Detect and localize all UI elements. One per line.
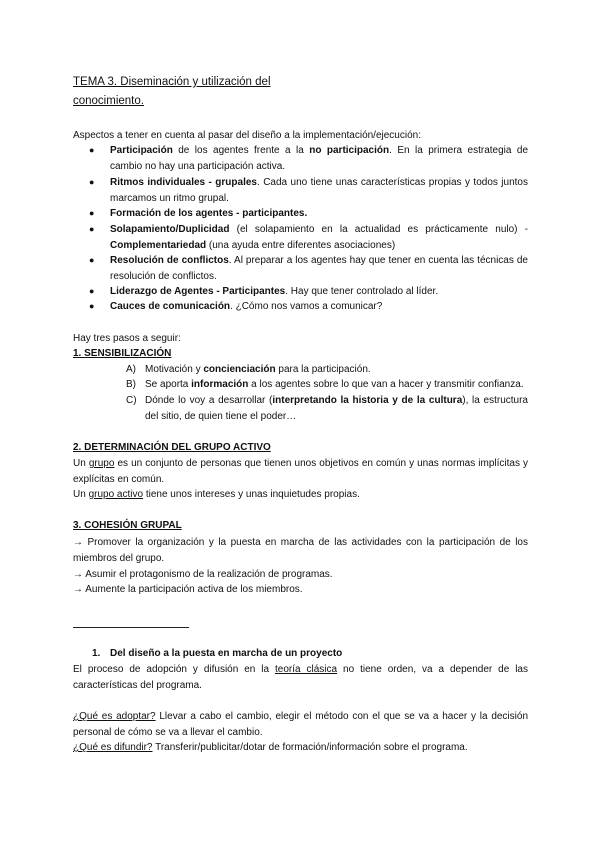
section-4-heading: 1. Del diseño a la puesta en marcha de un proyecto bbox=[92, 648, 343, 659]
bullet-item bbox=[73, 206, 528, 222]
bullet-dot-icon: ● bbox=[89, 224, 95, 234]
section-3-line: → Promover la organización y la puesta en marcha de las actividades con la participación de los miembros del grupo. bbox=[73, 537, 528, 564]
list-item-label: A) bbox=[126, 364, 136, 375]
bullet-item bbox=[73, 253, 528, 284]
bullet-dot-icon: ● bbox=[89, 286, 95, 296]
question-difundir: ¿Qué es difundir? Transferir/publicitar/dotar de formación/información sobre el programa. bbox=[73, 742, 468, 753]
list-item-text: Motivación y concienciación para la participación. bbox=[145, 364, 371, 375]
document-title-line-1: TEMA 3. Diseminación y utilización del bbox=[73, 76, 271, 88]
bullet-text: Liderazgo de Agentes - Participantes. Hay que tener controlado al líder. bbox=[110, 286, 439, 297]
bullet-dot-icon: ● bbox=[89, 177, 95, 187]
bullet-item bbox=[73, 299, 528, 315]
section-4-paragraph: El proceso de adopción y difusión en la teoría clásica no tiene orden, va a depender de las características del programa. bbox=[73, 664, 528, 691]
section-3-line: → Asumir el protagonismo de la realización de programas. bbox=[73, 569, 333, 580]
section-1-heading: 1. SENSIBILIZACIÓN bbox=[73, 348, 172, 359]
document-title-line-2: conocimiento. bbox=[73, 95, 144, 107]
section-2-paragraph-1: Un grupo es un conjunto de personas que tienen unos objetivos en común y unas normas implícitas y explícitas en común. bbox=[73, 458, 528, 485]
steps-intro: Hay tres pasos a seguir: bbox=[73, 333, 181, 344]
bullet-text: Cauces de comunicación. ¿Cómo nos vamos a comunicar? bbox=[110, 301, 383, 312]
section-2-heading: 2. DETERMINACIÓN DEL GRUPO ACTIVO bbox=[73, 442, 271, 453]
section-3-heading: 3. COHESIÓN GRUPAL bbox=[73, 520, 182, 531]
list-item-text: Se aporta información a los agentes sobre lo que van a hacer y transmitir confianza. bbox=[145, 379, 524, 390]
bullet-item bbox=[73, 222, 528, 253]
bullet-text: Participación de los agentes frente a la no participación. En la primera estrategia de cambio no hay una participación activa. bbox=[110, 145, 529, 172]
bullet-dot-icon: ● bbox=[89, 145, 95, 155]
bullet-dot-icon: ● bbox=[89, 255, 95, 265]
list-item-label: B) bbox=[126, 379, 136, 390]
bullet-text: Resolución de conflictos. Al preparar a los agentes hay que tener en cuenta las técnicas de resolución de conflictos. bbox=[110, 255, 528, 282]
bullet-dot-icon: ● bbox=[89, 208, 95, 218]
list-item-label: C) bbox=[126, 395, 137, 406]
list-item-text: Dónde lo voy a desarrollar (interpretando la historia y de la cultura), la estructura del sitio, de quien tiene el poder… bbox=[145, 395, 528, 422]
bullet-item bbox=[73, 175, 528, 206]
bullet-text: Solapamiento/Duplicidad (el solapamiento en la actualidad es prácticamente nulo) - Complementariedad (una ayuda entre diferentes asociaciones) bbox=[110, 224, 528, 251]
list-item bbox=[73, 362, 528, 378]
section-3-line: → Aumente la participación activa de los miembros. bbox=[73, 584, 303, 595]
bullet-item bbox=[73, 143, 528, 174]
section-divider bbox=[73, 627, 189, 628]
question-adoptar: ¿Qué es adoptar? Llevar a cabo el cambio, elegir el método con el que se va a hacer y la decisión personal de cómo se va a llevar el cambio. bbox=[73, 711, 529, 738]
intro-paragraph: Aspectos a tener en cuenta al pasar del diseño a la implementación/ejecución: bbox=[73, 130, 421, 141]
list-item bbox=[73, 393, 528, 424]
bullet-item bbox=[73, 284, 528, 300]
bullet-dot-icon: ● bbox=[89, 301, 95, 311]
bullet-text: Ritmos individuales - grupales. Cada uno tiene unas características propias y todos juntos marcamos un ritmo grupal. bbox=[110, 177, 528, 204]
bullet-text: Formación de los agentes - participantes. bbox=[110, 208, 308, 219]
section-2-paragraph-2: Un grupo activo tiene unos intereses y unas inquietudes propias. bbox=[73, 489, 360, 500]
list-item bbox=[73, 377, 528, 393]
